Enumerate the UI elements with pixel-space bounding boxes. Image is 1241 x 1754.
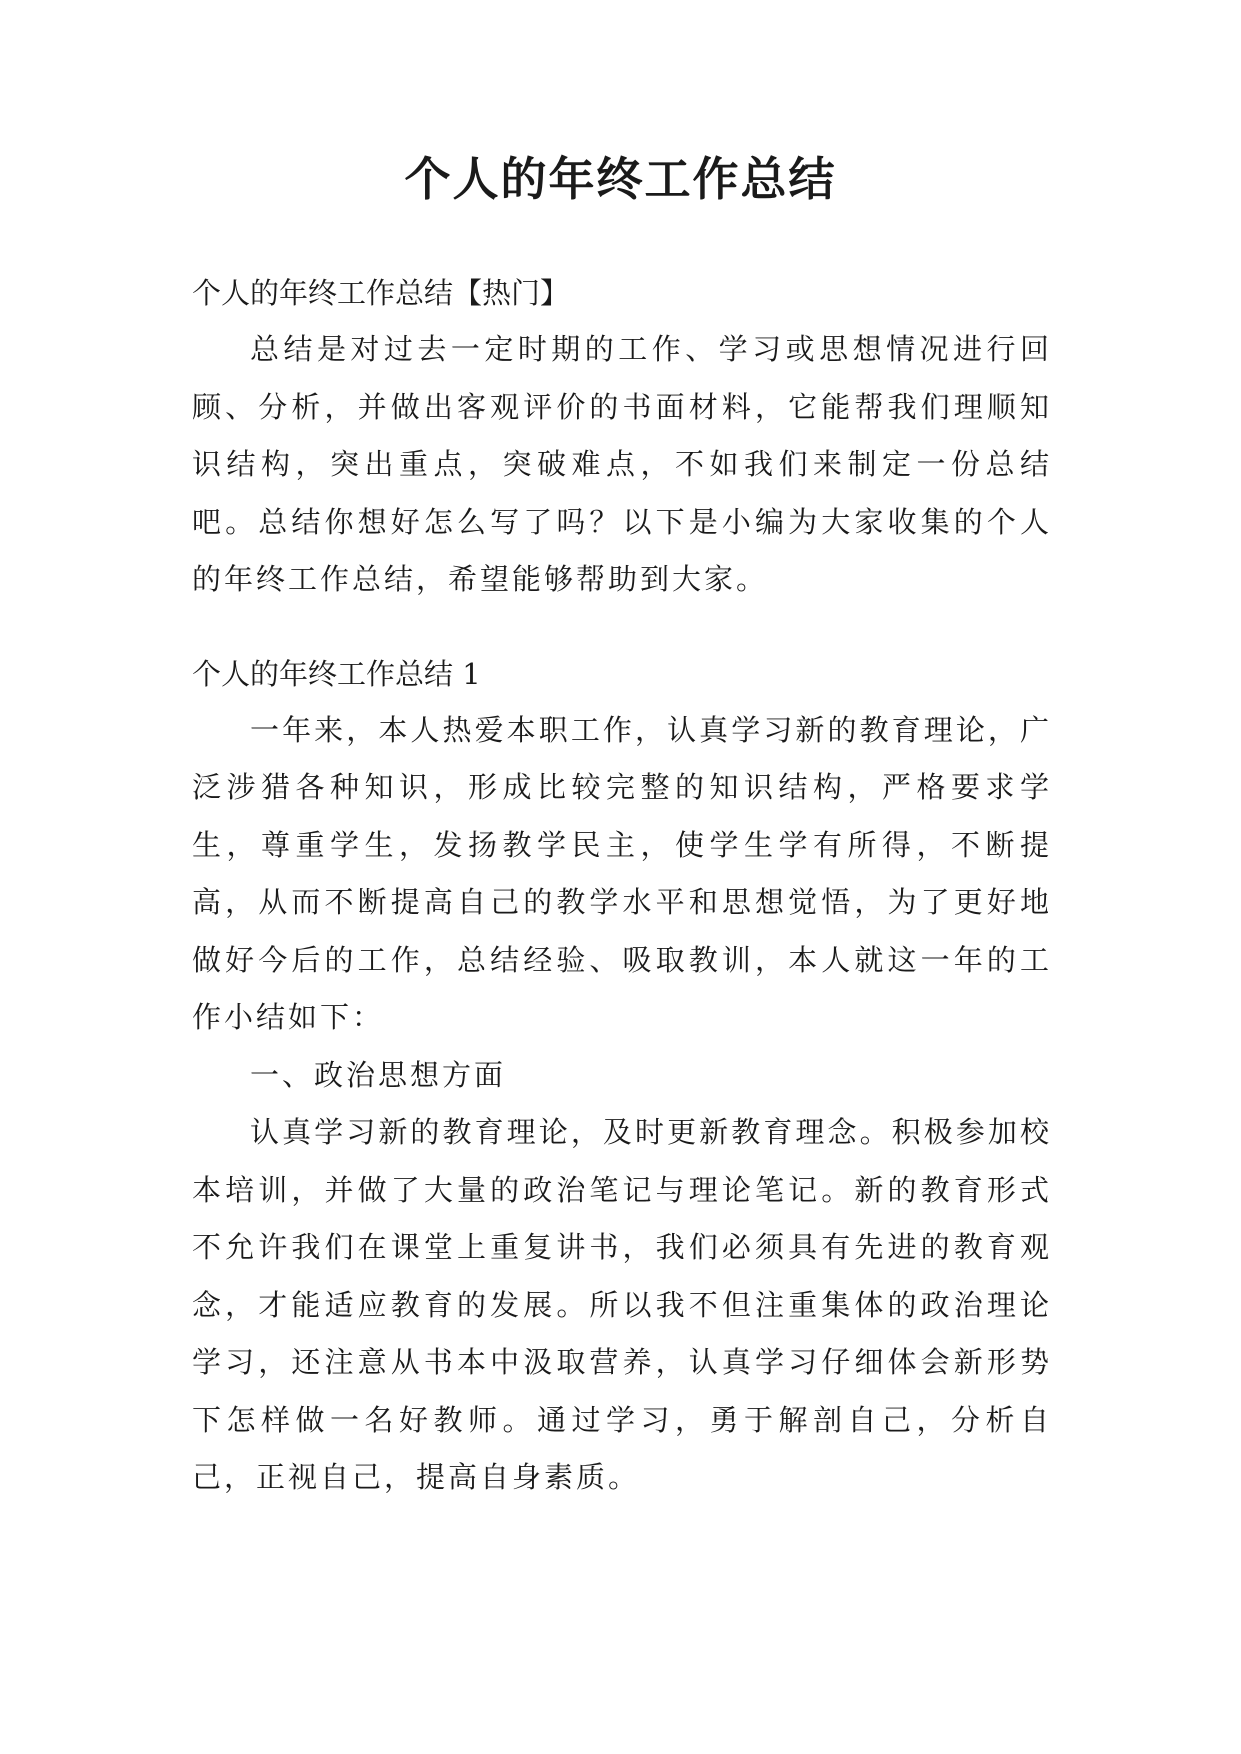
subsection1-heading: 一、政治思想方面	[250, 1057, 507, 1092]
document-body	[192, 265, 1052, 1507]
intro-paragraph: 总结是对过去一定时期的工作、学习或思想情况进行回顾、分析，并做出客观评价的书面材料，它能帮我们理顺知识结构，突出重点，突破难点，不如我们来制定一份总结吧。总结你想好怎么写了吗？以下是小编为大家收集的个人的年终工作总结，希望能够帮助到大家。	[192, 332, 1052, 596]
intro-heading: 个人的年终工作总结【热门】	[192, 276, 570, 310]
section-spacer	[192, 609, 1052, 646]
section1-paragraph: 一年来，本人热爱本职工作，认真学习新的教育理论，广泛涉猎各种知识，形成比较完整的知识结构，严格要求学生，尊重学生，发扬教学民主，使学生学有所得，不断提高，从而不断提高自己的教学水平和思想觉悟，为了更好地做好今后的工作，总结经验、吸取教训，本人就这一年的工作小结如下：	[192, 712, 1052, 1034]
section1-heading: 个人的年终工作总结 1	[192, 656, 481, 691]
subsection1-paragraph: 认真学习新的教育理论，及时更新教育理念。积极参加校本培训，并做了大量的政治笔记与理论笔记。新的教育形式不允许我们在课堂上重复讲书，我们必须具有先进的教育观念，才能适应教育的发展。所以我不但注重集体的政治理论学习，还注意从书本中汲取营养，认真学习仔细体会新形势下怎样做一名好教师。通过学习，勇于解剖自己，分析自己，正视自己，提高自身素质。	[192, 1115, 1052, 1494]
document-title: 个人的年终工作总结	[404, 152, 837, 206]
